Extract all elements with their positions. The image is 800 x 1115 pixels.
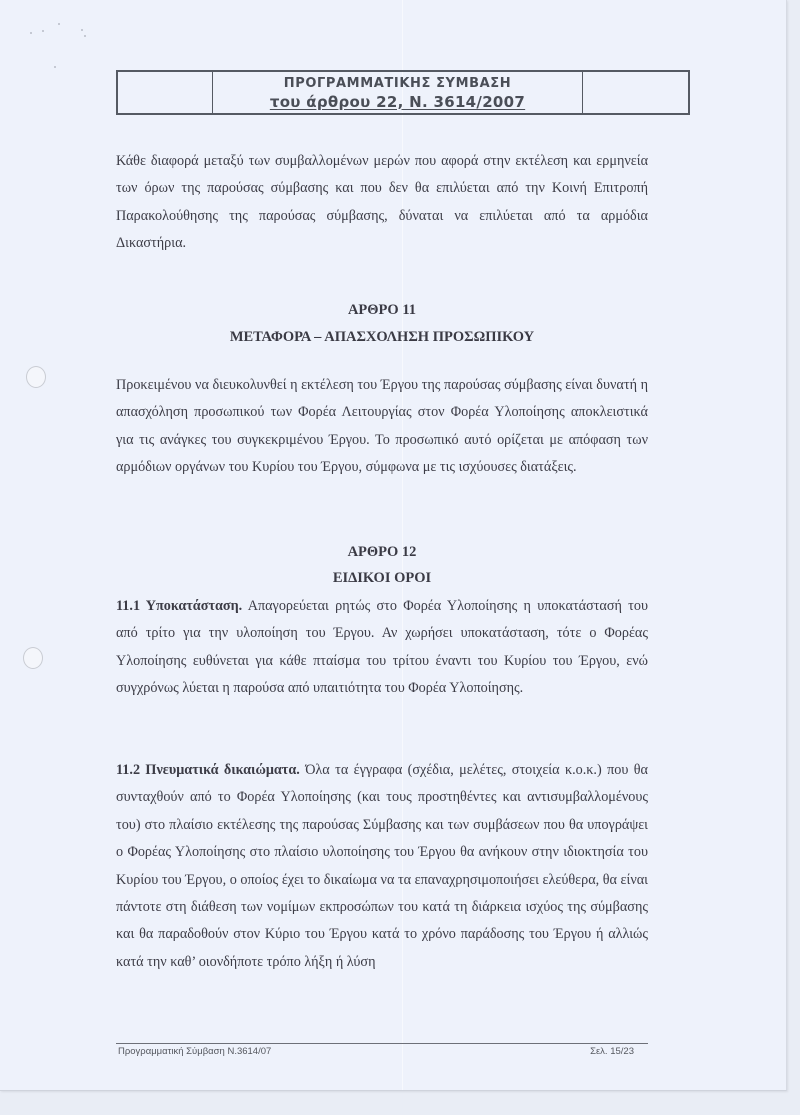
scan-speck	[84, 35, 86, 37]
intro-paragraph-block	[116, 148, 648, 258]
punch-hole-bottom	[23, 647, 43, 669]
header-box-left-cell	[118, 72, 213, 113]
clause-11-2-block	[116, 757, 648, 976]
scan-speck	[54, 66, 56, 68]
article-11-title: ΜΕΤΑΦΟΡΑ – ΑΠΑΣΧΟΛΗΣΗ ΠΡΟΣΩΠΙΚΟΥ	[229, 329, 535, 345]
footer-divider	[116, 1043, 648, 1044]
header-box-title-cell	[213, 72, 582, 113]
article-11-number: ΑΡΘΡΟ 11	[347, 302, 417, 318]
article-11-paragraph: Προκειμένου να διευκολυνθεί η εκτέλεση του Έργου της παρούσας σύμβασης είναι δυνατή η απασχόληση προσωπικού των Φορέα Λειτουργίας στον Φορέα Υλοποίησης αποκλειστικά για τις ανάγκες του συγκεκριμένου Έργου. Το προσωπικό αυτό ορίζεται με απόφαση των αρμόδιων οργάνων του Κυρίου του Έργου, σύμφωνα με τις ισχύουσες διατάξεις.	[116, 377, 648, 476]
article-11-paragraph-block	[116, 372, 648, 482]
scan-speck	[42, 30, 44, 32]
header-box-right-cell	[582, 72, 688, 113]
clause-11-1	[116, 593, 648, 703]
clause-11-1-block	[116, 593, 648, 703]
header-box	[116, 70, 690, 115]
punch-hole-top	[26, 366, 46, 388]
scan-speck	[30, 32, 32, 34]
document-title: ΠΡΟΓΡΑΜΜΑΤΙΚΗΣ ΣΥΜΒΑΣΗ	[283, 75, 512, 91]
article-12-title: ΕΙΔΙΚΟΙ ΟΡΟΙ	[332, 570, 432, 586]
clause-11-2-heading: 11.2 Πνευματικά δικαιώματα.	[116, 762, 300, 778]
clause-11-2	[116, 757, 648, 976]
intro-paragraph: Κάθε διαφορά μεταξύ των συμβαλλομένων μερών που αφορά στην εκτέλεση και ερμηνεία των όρων της παρούσας σύμβασης και που δεν θα επιλύεται από την Κοινή Επιτροπή Παρακολούθησης της παρούσας σύμβασης, δύναται να επιλύεται από τα αρμόδια Δικαστήρια.	[116, 153, 648, 252]
scan-speck	[81, 29, 83, 31]
clause-11-2-text: Όλα τα έγγραφα (σχέδια, μελέτες, στοιχεία κ.ο.κ.) που θα συνταχθούν από το Φορέα Υλοποίησης (και τους προστηθέντες και αντισυμβαλλομένους του) στο πλαίσιο εκτέλεσης της παρούσας Σύμβασης και των συμβάσεων που θα υπογράψει ο Φορέας Υλοποίησης στο πλαίσιο υλοποίησης του Έργου θα ανήκουν στην ιδιοκτησία του Κυρίου του Έργου, ο οποίος έχει το δικαίωμα να τα επαναχρησιμοποιήσει ελεύθερα, θα είναι πάντοτε στη διάθεση των νομίμων εκπροσώπων του κατά τη διάρκεια ισχύος της σύμβασης και θα παραδοθούν στον Κύριο του Έργου κατά το χρόνο παράδοσης του Έργου ή αλλιώς κατά την καθ’ οιονδήποτε τρόπο λήξη ή λύση	[116, 762, 648, 970]
clause-11-1-heading: 11.1 Υποκατάσταση.	[116, 598, 243, 614]
article-12-number: ΑΡΘΡΟ 12	[347, 544, 417, 560]
scan-speck	[58, 23, 60, 25]
footer-document-name: Προγραμματική Σύμβαση Ν.3614/07	[118, 1046, 272, 1057]
document-subtitle: του άρθρου 22, Ν. 3614/2007	[269, 92, 526, 111]
clause-11-1-text: Απαγορεύεται ρητώς στο Φορέα Υλοποίησης η υποκατάστασή του από τρίτο για την υλοποίηση του Έργου. Αν χωρήσει υποκατάσταση, τότε ο Φορέας Υλοποίησης ευθύνεται για κάθε πταίσμα του τρίτου έναντι του Κυρίου του Έργου, ενώ συγχρόνως λύεται η παρούσα από υπαιτιότητα του Φορέα Υλοποίησης.	[116, 598, 648, 697]
footer-page-number: Σελ. 15/23	[590, 1046, 634, 1057]
